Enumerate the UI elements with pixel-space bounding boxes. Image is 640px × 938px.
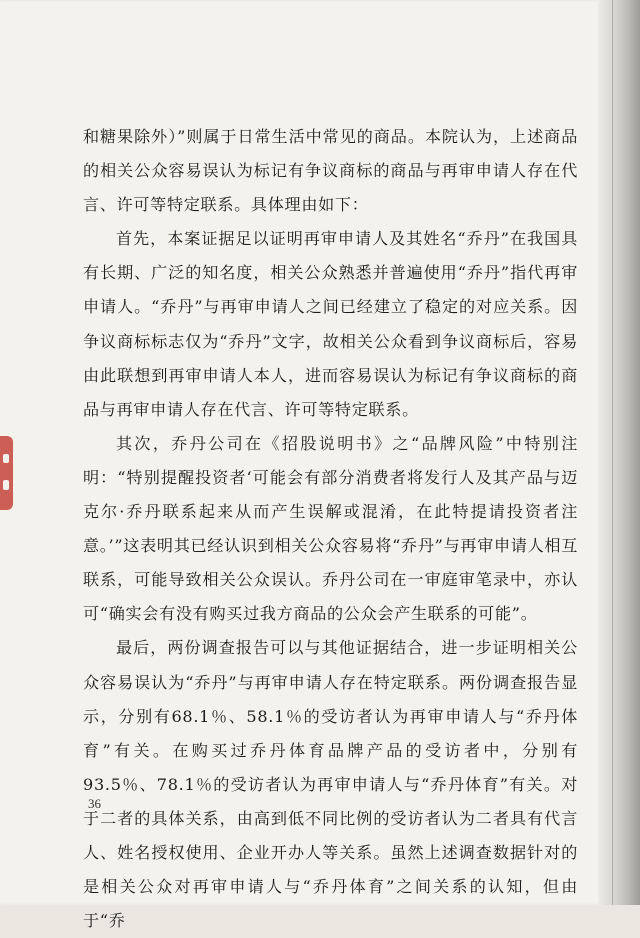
paragraph-first-reason: 首先，本案证据足以证明再审申请人及其姓名“乔丹”在我国具有长期、广泛的知名度，相关公众熟悉并普遍使用“乔丹”指代再审申请人。“乔丹”与再审申请人之间已经建立了稳定的对应关系。因争议商标标志仅为“乔丹”文字，故相关公众看到争议商标后，容易由此联想到再审申请人本人，进而容易误认为标记有争议商标的商品与再审申请人存在代言、许可等特定联系。 — [83, 229, 578, 419]
book-binding-shadow — [598, 0, 640, 905]
red-seal-stamp-fragment — [0, 436, 13, 510]
paragraph-continuation: 和糖果除外）”则属于日常生活中常见的商品。本院认为，上述商品的相关公众容易误认为标记有争议商标的商品与再审申请人存在代言、许可等特定联系。具体理由如下： — [83, 127, 578, 215]
document-body — [83, 120, 578, 938]
binding-edge-line — [612, 0, 613, 905]
paragraph-final-reason: 最后，两份调查报告可以与其他证据结合，进一步证明相关公众容易误认为“乔丹”与再审申请人存在特定联系。两份调查报告显示，分别有68.1％、58.1％的受访者认为再审申请人与“乔丹体育”有关。在购买过乔丹体育品牌产品的受访者中，分别有93.5％、78.1％的受访者认为再审申请人与“乔丹体育”有关。对于二者的具体关系，由高到低不同比例的受访者认为二者具有代言人、姓名授权使用、企业开办人等关系。虽然上述调查数据针对的是相关公众对再审申请人与“乔丹体育”之间关系的认知，但由于“乔 — [83, 638, 578, 931]
paragraph-second-reason: 其次，乔丹公司在《招股说明书》之“品牌风险”中特别注明：“特别提醒投资者‘可能会有部分消费者将发行人及其产品与迈克尔·乔丹联系起来从而产生误解或混淆，在此特提请投资者注意。’”这表明其已经认识到相关公众容易将“乔丹”与再审申请人相互联系，可能导致相关公众误认。乔丹公司在一审庭审笔录中，亦认可“确实会有没有购买过我方商品的公众会产生联系的可能”。 — [83, 433, 578, 624]
page-number: 36 — [88, 796, 101, 811]
